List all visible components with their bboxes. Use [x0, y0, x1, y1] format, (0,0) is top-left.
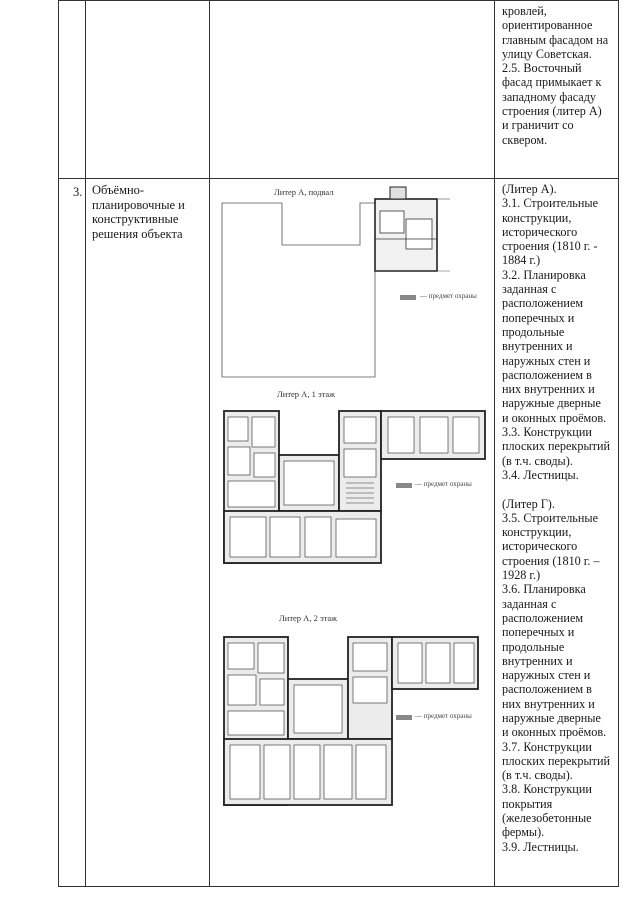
cell-description-top: [495, 1, 619, 179]
cell-description-main: [495, 179, 619, 887]
plan-title-basement: Литер А, подвал: [274, 187, 334, 197]
heritage-table: [58, 0, 619, 887]
plan-legend-floor-2: — предмет охраны: [415, 712, 472, 720]
cell-name: [86, 179, 210, 887]
row-number: 3.: [73, 185, 83, 199]
cell-name-empty: [86, 1, 210, 179]
basement-plan: [210, 179, 494, 389]
plan-title-floor-2: Литер А, 2 этаж: [279, 613, 338, 623]
table-row-continuation: [59, 1, 619, 179]
cell-plan-empty: [210, 1, 495, 179]
cell-floor-plans: [210, 179, 495, 887]
description-text-main: (Литер А). 3.1. Строительные конструкции, исторического строения (1810 г. - 1884 г.) 3.2. Планировка заданная с расположением поперечных и продольные внутренних и наружных стен и расположением в них внутренних и наружные дверные и оконных проёмов. 3.3. Конструкции плоских перекрытий (в т.ч. своды). 3.4. Лестницы. (Литер Г). 3.5. Строительные конструкции, исторического строения (1810 г. – 1928 г.) 3.6. Планировка заданная с расположением поперечных и продольные внутренних и наружных стен и расположением в них внутренних и наружные дверные и оконных проёмов. 3.7. Конструкции плоских перекрытий (в т.ч. своды). 3.8. Конструкции покрытия (железобетонные фермы). 3.9. Лестницы.: [502, 182, 611, 854]
plan-title-floor-1: Литер А, 1 этаж: [277, 389, 336, 399]
table-row-item-3: [59, 179, 619, 887]
cell-number-empty: [59, 1, 86, 179]
plan-legend-basement: — предмет охраны: [420, 292, 477, 300]
row-name: Объёмно- планировочные и конструктивные решения объекта: [92, 183, 185, 241]
floor-plans-area: [210, 179, 494, 882]
description-text-top: кровлей, ориентированное главным фасадом на улицу Советская. 2.5. Восточный фасад примыкает к западному фасаду строения (литер А) и граничит со сквером.: [502, 4, 609, 147]
cell-number: [59, 179, 86, 887]
plan-legend-floor-1: — предмет охраны: [415, 480, 472, 488]
